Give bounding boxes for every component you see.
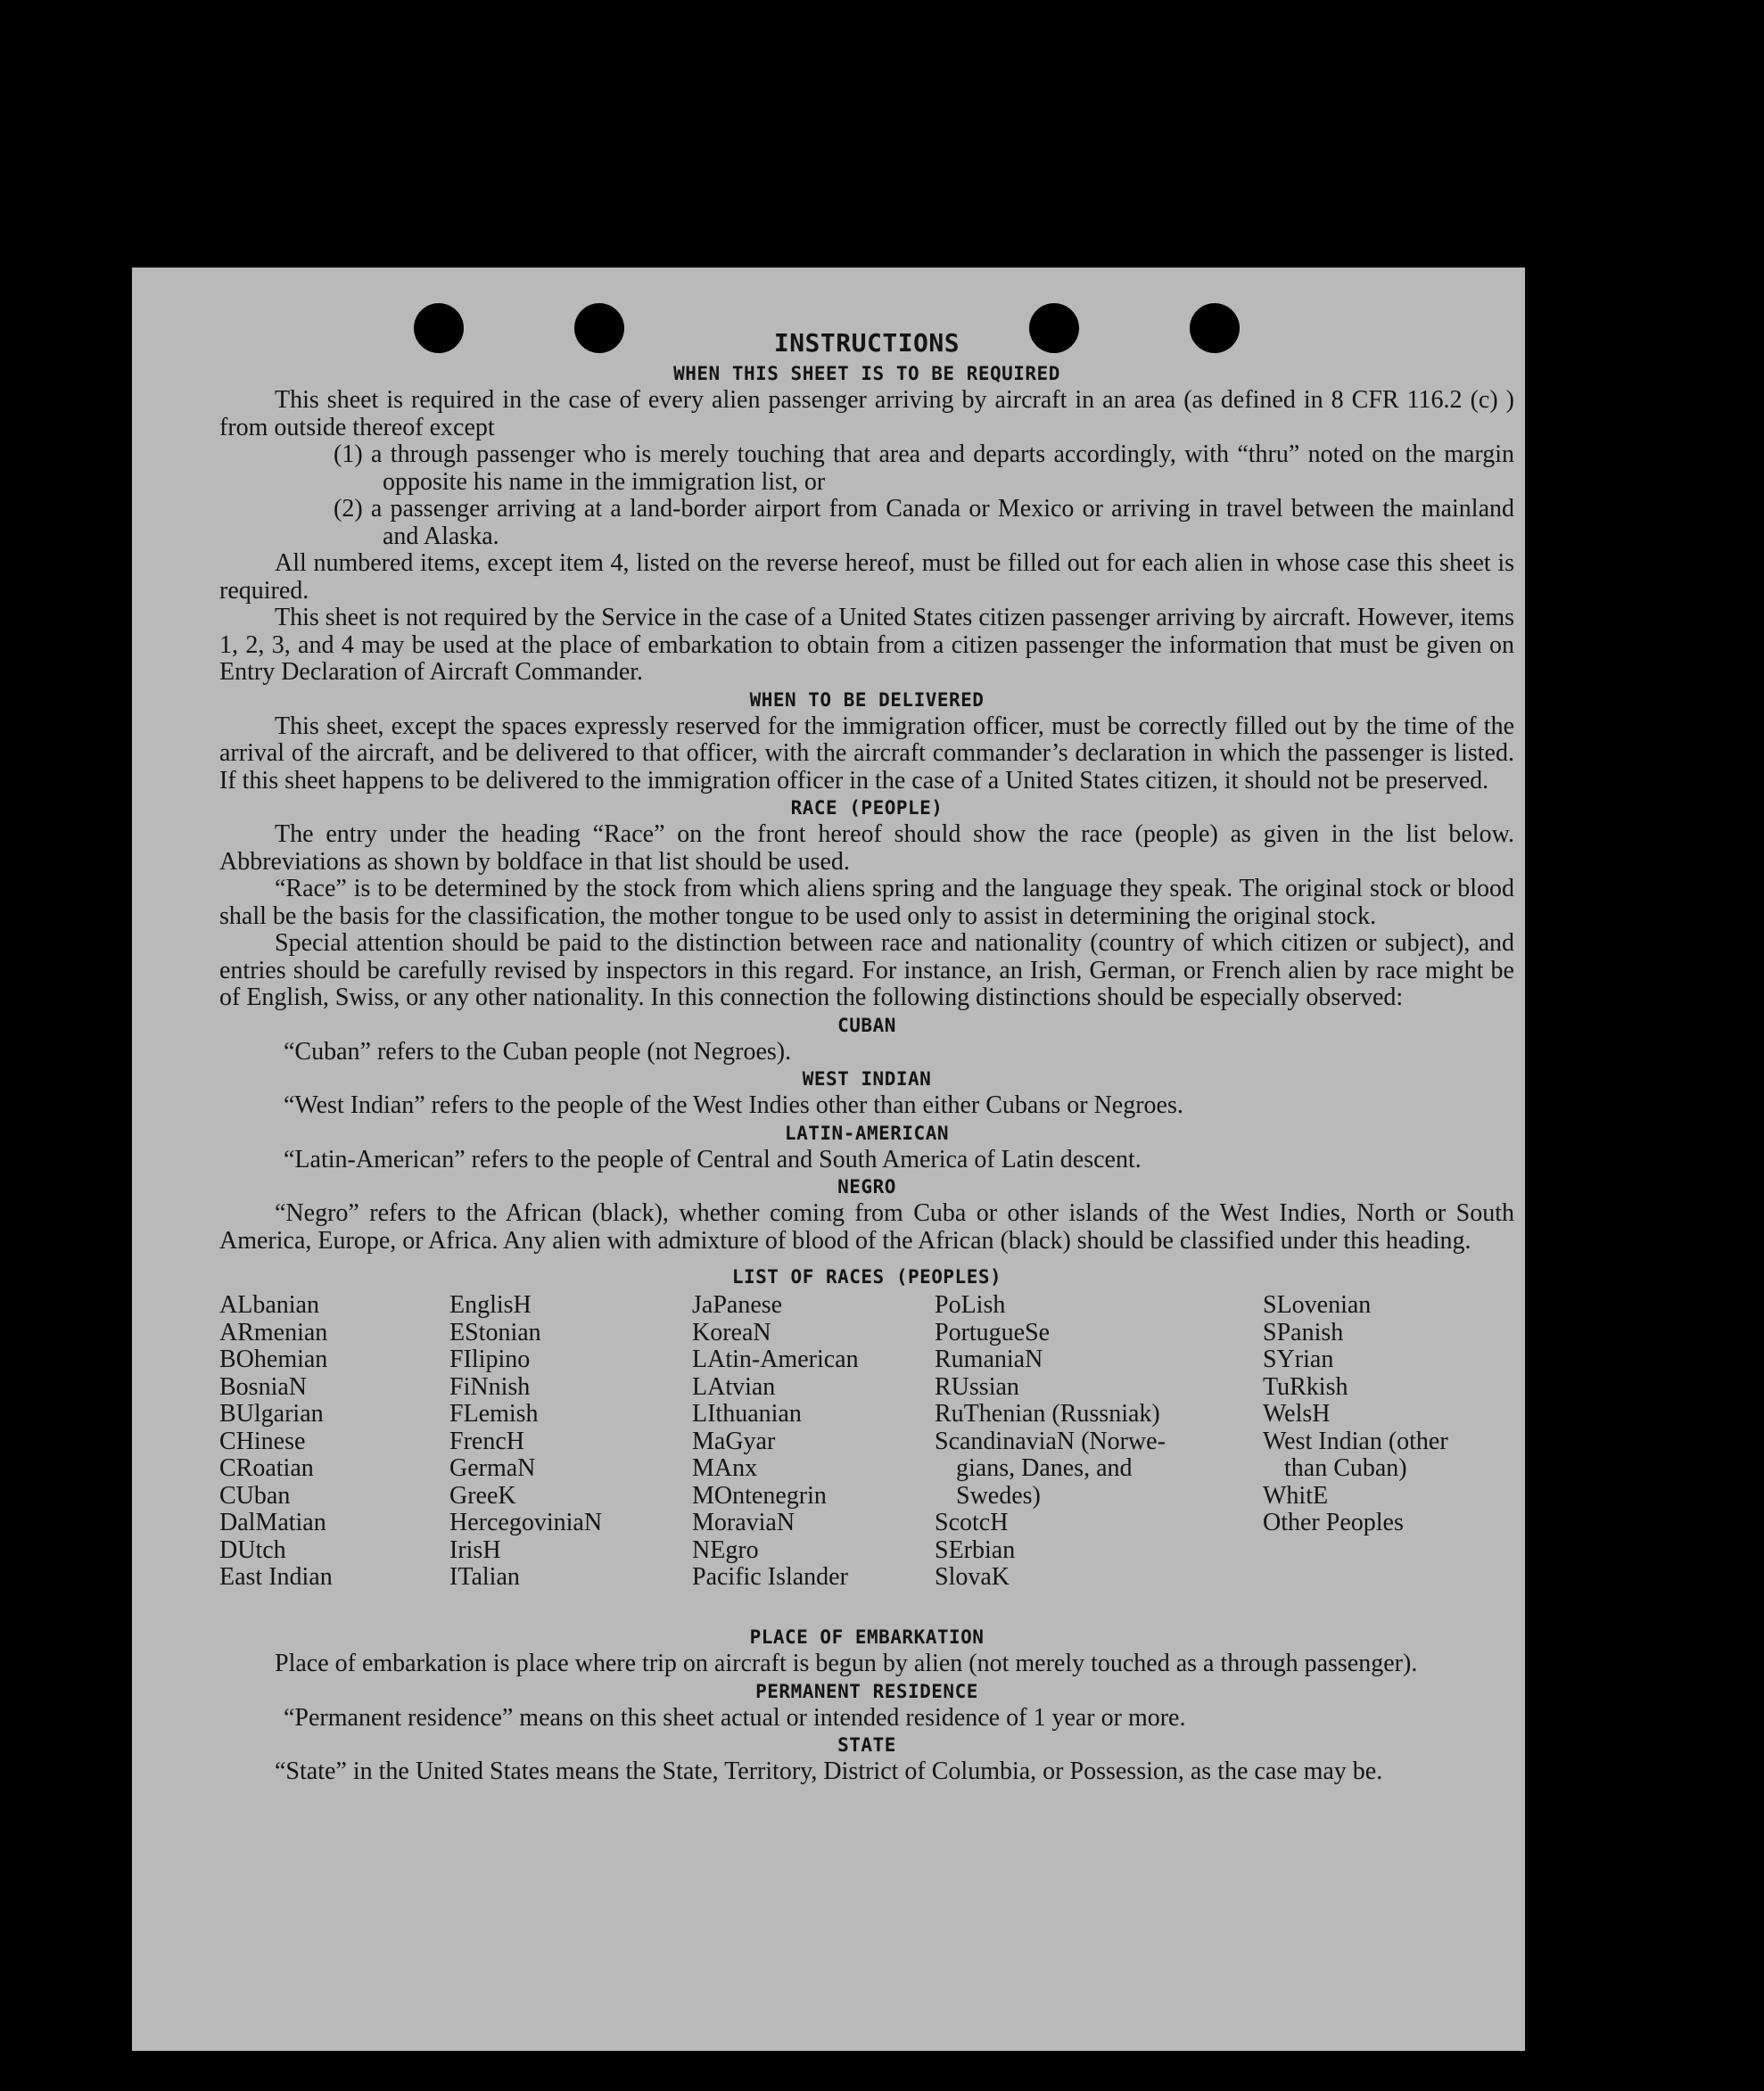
race-item: HercegoviniaN [449,1509,603,1536]
race-item: gians, Danes, and [956,1454,1133,1482]
race-item: DalMatian [219,1509,326,1536]
race-item: EnglisH [449,1291,532,1319]
race-item: WhitE [1263,1481,1329,1510]
race-item: CUban [219,1481,291,1510]
paragraph: Special attention should be paid to the distinction between race and nationality (country of which citizen or subject), and entries should be carefully revised by inspectors in this regard. For instance, an Irish, German, or French alien by race might be of English, Swiss, or any other nationality. In this connection the following distinctions should be especially observed: [219,929,1514,1011]
section-heading: CUBAN [837,1014,896,1036]
race-item: CRoatian [219,1454,314,1482]
race-item: BOhemian [219,1346,328,1373]
list-item: (2) a passenger arriving at a land-border airport from Canada or Mexico or arriving in travel between the mainland and Alaska. [334,495,1514,550]
race-item: West Indian (other [1263,1427,1448,1455]
race-item: SPanish [1263,1318,1344,1346]
race-column [935,1292,1291,1592]
race-item: LIthuanian [692,1400,802,1428]
race-item: FrencH [449,1427,524,1455]
race-item: SErbian [935,1535,1016,1564]
paragraph: “West Indian” refers to the people of the West Indies other than either Cubans or Negroes. [284,1091,1183,1119]
race-item: GreeK [449,1481,516,1510]
race-item: MaGyar [692,1427,776,1455]
section-heading: WEST INDIAN [802,1068,932,1090]
paragraph: “Negro” refers to the African (black), whether coming from Cuba or other islands of the West Indies, North or South America, Europe, or Africa. Any alien with admixture of blood of the African (black) should be classified under this heading. [219,1199,1514,1255]
race-item: SlovaK [935,1563,1010,1591]
race-item: NEgro [692,1535,759,1564]
race-item: MOntenegrin [692,1481,827,1510]
race-list [219,1292,1514,1624]
paragraph: “Race” is to be determined by the stock from which aliens spring and the language they speak. The original stock or blood shall be the basis for the classification, the mother tongue to be used only to assist in determining the original stock. [219,875,1514,930]
section-heading: PERMANENT RESIDENCE [755,1680,978,1702]
race-item: FLemish [449,1400,539,1428]
section-heading: PLACE OF EMBARKATION [749,1626,985,1648]
section-heading: RACE (PEOPLE) [790,797,944,819]
race-item: than Cuban) [1284,1454,1407,1482]
race-item: PoLish [935,1291,1006,1319]
race-item: FiNnish [449,1372,531,1401]
list-item: (1) a through passenger who is merely touching that area and departs accordingly, with “thru” noted on the margin opposite his name in the immigration list, or [334,440,1514,496]
race-item: RuThenian (Russniak) [935,1400,1160,1428]
race-item: ScotcH [935,1509,1009,1536]
paragraph: This sheet, except the spaces expressly reserved for the immigration officer, must be correctly filled out by the time of the arrival of the aircraft, and be delivered to that officer, with the aircraft commander’s declaration in which the passenger is listed. If this sheet happens to be delivered to the immigration officer in the case of a United States citizen, it should not be preserved. [219,712,1514,794]
race-item: BUlgarian [219,1400,324,1428]
race-item: SLovenian [1263,1291,1372,1319]
race-item: Swedes) [956,1481,1041,1510]
section-heading: LIST OF RACES (PEOPLES) [731,1266,1002,1288]
section-heading: WHEN THIS SHEET IS TO BE REQUIRED [673,363,1060,384]
paragraph: This sheet is required in the case of every alien passenger arriving by aircraft in an area (as defined in 8 CFR 116.2 (c) ) from outside thereof except [219,386,1514,441]
race-item: JaPanese [692,1291,783,1319]
page-title: INSTRUCTIONS [773,328,960,358]
paragraph: “Cuban” refers to the Cuban people (not Negroes). [284,1037,792,1066]
race-item: BosniaN [219,1372,307,1401]
race-item: FIlipino [449,1346,531,1373]
paragraph: This sheet is not required by the Service in the case of a United States citizen passenger arriving by aircraft. However, items 1, 2, 3, and 4 may be used at the place of embarkation to obtain from a citizen passenger the information that must be given on Entry Declaration of Aircraft Commander. [219,604,1514,686]
race-item: IrisH [449,1535,501,1564]
section-heading: WHEN TO BE DELIVERED [749,688,985,711]
paragraph: “Permanent residence” means on this sheet actual or intended residence of 1 year or more. [284,1703,1186,1732]
paragraph: All numbered items, except item 4, listed on the reverse hereof, must be filled out for each alien in whose case this sheet is required. [219,549,1514,605]
race-item: ALbanian [219,1291,319,1319]
race-item: RUssian [935,1372,1019,1401]
race-item: East Indian [219,1563,333,1591]
race-item: ITalian [449,1563,520,1591]
instructions-content [219,326,1514,1786]
race-item: TuRkish [1263,1372,1348,1401]
race-item: LAtvian [692,1372,776,1401]
race-item: EStonian [449,1318,541,1346]
race-item: CHinese [219,1427,306,1455]
race-item: ARmenian [219,1318,328,1346]
race-item: MoraviaN [692,1509,795,1536]
race-item: LAtin-American [692,1346,859,1373]
race-column [1263,1292,1620,1537]
race-item: RumaniaN [935,1346,1043,1373]
paragraph: “Latin-American” refers to the people of Central and South America of Latin descent. [284,1145,1142,1173]
paragraph: “State” in the United States means the State, Territory, District of Columbia, or Possession, as the case may be. [275,1758,1383,1785]
section-heading: STATE [837,1734,896,1756]
section-heading: LATIN-AMERICAN [784,1122,949,1144]
race-item: GermaN [449,1454,536,1482]
race-item: Other Peoples [1263,1509,1404,1536]
race-item: SYrian [1263,1346,1334,1373]
race-item: MAnx [692,1454,758,1482]
paragraph: The entry under the heading “Race” on the front hereof should show the race (people) as given in the list below. Abbreviations as shown by boldface in that list should be used. [219,820,1514,876]
document-sheet [132,268,1525,2051]
race-item: ScandinaviaN (Norwe- [935,1427,1166,1455]
race-item: KoreaN [692,1318,771,1346]
section-heading: NEGRO [837,1176,896,1198]
race-item: PortugueSe [935,1318,1051,1346]
race-item: WelsH [1263,1400,1331,1428]
race-item: Pacific Islander [692,1563,848,1591]
paragraph: Place of embarkation is place where trip on aircraft is begun by alien (not merely touched as a through passenger). [275,1650,1418,1677]
race-item: DUtch [219,1535,286,1564]
